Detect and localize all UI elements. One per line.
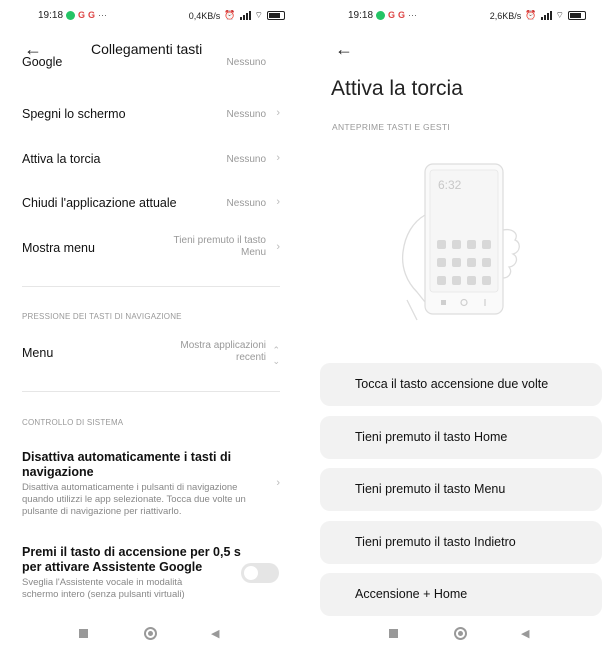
section-title-navigation: PRESSIONE DEI TASTI DI NAVIGAZIONE — [22, 312, 182, 321]
setting-value: Nessuno — [226, 57, 266, 68]
label-line: navigazione — [22, 465, 94, 479]
signal-icon — [240, 11, 251, 20]
divider — [22, 286, 280, 287]
alarm-icon: ⏰ — [224, 10, 236, 20]
battery-icon — [267, 11, 285, 20]
value-line: Tieni premuto il tasto — [173, 235, 266, 246]
setting-value: Nessuno — [226, 198, 266, 209]
setting-item-google[interactable] — [22, 55, 280, 76]
option-label: Tieni premuto il tasto Home — [355, 430, 508, 444]
option-power-home[interactable] — [320, 573, 602, 616]
status-bar — [348, 10, 586, 24]
google-icon: G — [398, 10, 406, 20]
setting-label: Mostra menu — [22, 241, 95, 255]
setting-label — [22, 545, 241, 575]
desc-line: Sveglia l'Assistente vocale in modalità — [22, 577, 183, 588]
setting-description — [22, 577, 185, 601]
notification-icons — [66, 10, 107, 20]
back-triangle-icon[interactable]: ◀ — [521, 628, 530, 640]
back-triangle-icon[interactable]: ◀ — [211, 628, 220, 640]
setting-label: Menu — [22, 346, 54, 360]
option-hold-home[interactable] — [320, 416, 602, 459]
recents-icon[interactable] — [389, 629, 398, 638]
setting-value: Nessuno — [226, 154, 266, 165]
option-double-tap-power[interactable] — [320, 363, 602, 406]
option-label: Tieni premuto il tasto Indietro — [355, 535, 516, 549]
preview-section-label: ANTEPRIME TASTI E GESTI — [332, 122, 451, 132]
setting-item-menu[interactable] — [22, 340, 280, 368]
desc-line: pulsante di navigazione per riattivarlo. — [22, 506, 182, 517]
label-line: Disattiva automaticamente i tasti di — [22, 450, 232, 464]
google-icon: G — [88, 10, 96, 20]
home-icon[interactable] — [454, 627, 467, 640]
network-speed: 2,6KB/s — [489, 10, 522, 21]
chevron-updown-icon: ⌃ ⌄ — [272, 345, 280, 366]
home-icon[interactable] — [144, 627, 157, 640]
setting-label: Attiva la torcia — [22, 152, 101, 166]
setting-label — [22, 450, 231, 480]
setting-description — [22, 482, 246, 518]
status-time: 19:18 — [348, 10, 374, 21]
google-icon: G — [78, 10, 86, 20]
chevron-right-icon: › — [276, 241, 280, 253]
navigation-bar — [0, 627, 305, 641]
setting-value — [174, 235, 266, 259]
wifi-icon: ⌔ — [555, 10, 564, 20]
more-dots-icon: ··· — [408, 10, 418, 20]
label-line: Premi il tasto di accensione per 0,5 s — [22, 545, 241, 559]
arrow-left-icon[interactable]: ← — [24, 39, 42, 59]
desc-line: quando utilizzi le app selezionate. Tocca due volte un — [22, 494, 246, 505]
illustration-svg — [395, 160, 530, 320]
whatsapp-icon — [66, 11, 75, 20]
chevron-right-icon: › — [276, 107, 280, 119]
setting-label: Chiudi l'applicazione attuale — [22, 196, 177, 210]
google-icon: G — [388, 10, 396, 20]
value-line: Menu — [240, 247, 266, 258]
value-line: recenti — [235, 352, 266, 363]
desc-line: Disattiva automaticamente i pulsanti di navigazione — [22, 482, 238, 493]
setting-item-close-app[interactable] — [22, 196, 280, 212]
system-icons — [490, 10, 586, 21]
divider — [22, 391, 280, 392]
hand-phone-illustration — [395, 160, 530, 320]
network-speed: 0,4KB/s — [188, 10, 221, 21]
toggle-knob — [244, 566, 258, 580]
page-title: Collegamenti tasti — [91, 41, 203, 57]
desc-line: schermo intero (senza pulsanti virtuali) — [22, 589, 185, 600]
navigation-bar — [305, 627, 610, 641]
torch-shortcut-screen — [305, 0, 610, 651]
value-line: Mostra applicazioni — [180, 340, 266, 351]
setting-item-show-menu[interactable] — [22, 235, 280, 263]
status-bar — [38, 10, 285, 24]
alarm-icon: ⏰ — [525, 10, 537, 20]
wifi-icon: ⌔ — [254, 10, 263, 20]
option-hold-menu[interactable] — [320, 468, 602, 511]
assistant-toggle[interactable] — [241, 563, 279, 583]
recents-icon[interactable] — [79, 629, 88, 638]
notification-icons — [376, 10, 417, 20]
page-title: Attiva la torcia — [331, 77, 463, 100]
system-icons — [189, 10, 285, 21]
setting-value — [180, 340, 266, 364]
more-dots-icon: ··· — [98, 10, 108, 20]
status-time: 19:18 — [38, 10, 64, 21]
option-hold-back[interactable] — [320, 521, 602, 564]
battery-icon — [568, 11, 586, 20]
setting-label: Spegni lo schermo — [22, 107, 126, 121]
label-line: per attivare Assistente Google — [22, 560, 203, 574]
signal-icon — [541, 11, 552, 20]
whatsapp-icon — [376, 11, 385, 20]
setting-item-torch[interactable] — [22, 152, 280, 168]
chevron-right-icon: › — [276, 152, 280, 164]
chevron-right-icon: › — [276, 477, 280, 489]
setting-label: Google — [22, 55, 63, 69]
option-label: Tieni premuto il tasto Menu — [355, 482, 506, 496]
section-title-system: CONTROLLO DI SISTEMA — [22, 418, 124, 427]
phone-clock: 6:32 — [438, 178, 462, 192]
arrow-left-icon[interactable]: ← — [335, 39, 353, 59]
setting-item-screen-off[interactable] — [22, 107, 280, 123]
chevron-right-icon: › — [276, 196, 280, 208]
option-label: Tocca il tasto accensione due volte — [355, 377, 549, 391]
setting-value: Nessuno — [226, 109, 266, 120]
option-label: Accensione + Home — [355, 587, 468, 601]
